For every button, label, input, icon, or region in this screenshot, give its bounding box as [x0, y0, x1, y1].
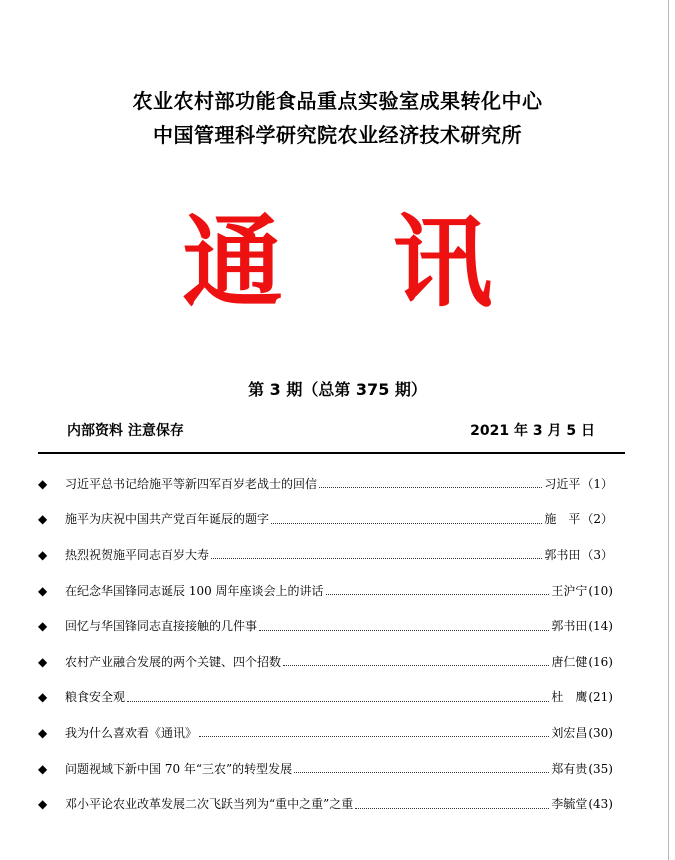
masthead-title [0, 203, 675, 323]
toc-entry-title: 邓小平论农业改革发展二次飞跃当列为“重中之重”之重 [65, 797, 354, 812]
toc-entry-author: 王沪宁 [551, 583, 588, 598]
diamond-bullet-icon: ◆ [38, 690, 48, 705]
org-line-2: 中国管理科学研究院农业经济技术研究所 [153, 123, 522, 147]
toc-entry-page: （2） [581, 512, 613, 527]
toc-entry-page: (10) [588, 583, 613, 598]
toc-item [38, 502, 613, 538]
toc-entry-title: 农村产业融合发展的两个关键、四个招数 [65, 654, 282, 669]
toc-item [38, 466, 613, 502]
diamond-bullet-icon: ◆ [38, 761, 48, 776]
toc-entry-author: 刘宏昌 [551, 725, 588, 740]
toc-item [38, 537, 613, 573]
dot-leader [211, 550, 542, 559]
dot-leader [259, 622, 549, 631]
toc-item [38, 786, 613, 822]
header [0, 84, 675, 152]
toc-entry-page: (35) [588, 761, 613, 776]
toc-entry-title: 粮食安全观 [65, 690, 126, 705]
toc-entry-author: 习近平 [544, 476, 581, 491]
diamond-bullet-icon: ◆ [38, 619, 48, 634]
dot-leader [283, 657, 549, 666]
org-line-1: 农业农村部功能食品重点实验室成果转化中心 [132, 89, 543, 113]
dot-leader [271, 515, 542, 524]
diamond-bullet-icon: ◆ [38, 654, 48, 669]
diamond-bullet-icon: ◆ [38, 725, 48, 740]
toc-entry-page: （1） [581, 476, 613, 491]
toc-entry-author: 郭书田 [551, 619, 588, 634]
diamond-bullet-icon: ◆ [38, 512, 48, 527]
toc-entry-page: (30) [588, 725, 613, 740]
toc-entry-title: 施平为庆祝中国共产党百年诞辰的题字 [65, 512, 270, 527]
diamond-bullet-icon: ◆ [38, 797, 48, 812]
toc-entry-page: (14) [588, 619, 613, 634]
toc-item [38, 680, 613, 716]
toc-entry-page: (43) [588, 797, 613, 812]
dot-leader [199, 728, 549, 737]
toc-entry-author: 施 平 [544, 512, 581, 527]
toc-entry-title: 习近平总书记给施平等新四军百岁老战士的回信 [65, 476, 318, 491]
table-of-contents [38, 466, 613, 822]
toc-item [38, 608, 613, 644]
masthead-char-tong: 通 [182, 204, 283, 321]
dot-leader [294, 764, 549, 773]
diamond-bullet-icon: ◆ [38, 476, 48, 491]
toc-entry-title: 我为什么喜欢看《通讯》 [65, 725, 198, 740]
toc-entry-title: 回忆与华国锋同志直接接触的几件事 [65, 619, 258, 634]
divider-rule [38, 452, 625, 454]
confidential-notice: 内部资料 注意保存 [67, 423, 184, 439]
toc-item [38, 644, 613, 680]
toc-entry-page: （3） [581, 547, 613, 562]
dot-leader [127, 693, 549, 702]
toc-entry-author: 李毓堂 [551, 797, 588, 812]
masthead-char-xun: 讯 [392, 204, 493, 321]
toc-entry-page: (21) [588, 690, 613, 705]
publication-date: 2021 年 3 月 5 日 [470, 423, 595, 439]
toc-entry-author: 郑有贵 [551, 761, 588, 776]
toc-entry-title: 热烈祝贺施平同志百岁大寿 [65, 547, 210, 562]
dot-leader [355, 800, 549, 809]
dot-leader [326, 586, 550, 595]
toc-entry-author: 唐仁健 [551, 654, 588, 669]
issue-number: 第 3 期（总第 375 期） [248, 380, 427, 399]
meta-row [67, 420, 595, 440]
dot-leader [319, 479, 542, 488]
toc-entry-page: (16) [588, 654, 613, 669]
toc-entry-title: 在纪念华国锋同志诞辰 100 周年座谈会上的讲话 [65, 583, 324, 598]
toc-item [38, 715, 613, 751]
toc-entry-title: 问题视域下新中国 70 年“三农”的转型发展 [65, 761, 293, 776]
toc-item [38, 751, 613, 787]
toc-item [38, 573, 613, 609]
diamond-bullet-icon: ◆ [38, 547, 48, 562]
diamond-bullet-icon: ◆ [38, 583, 48, 598]
toc-entry-author: 杜 鹰 [551, 690, 588, 705]
toc-entry-author: 郭书田 [544, 547, 581, 562]
